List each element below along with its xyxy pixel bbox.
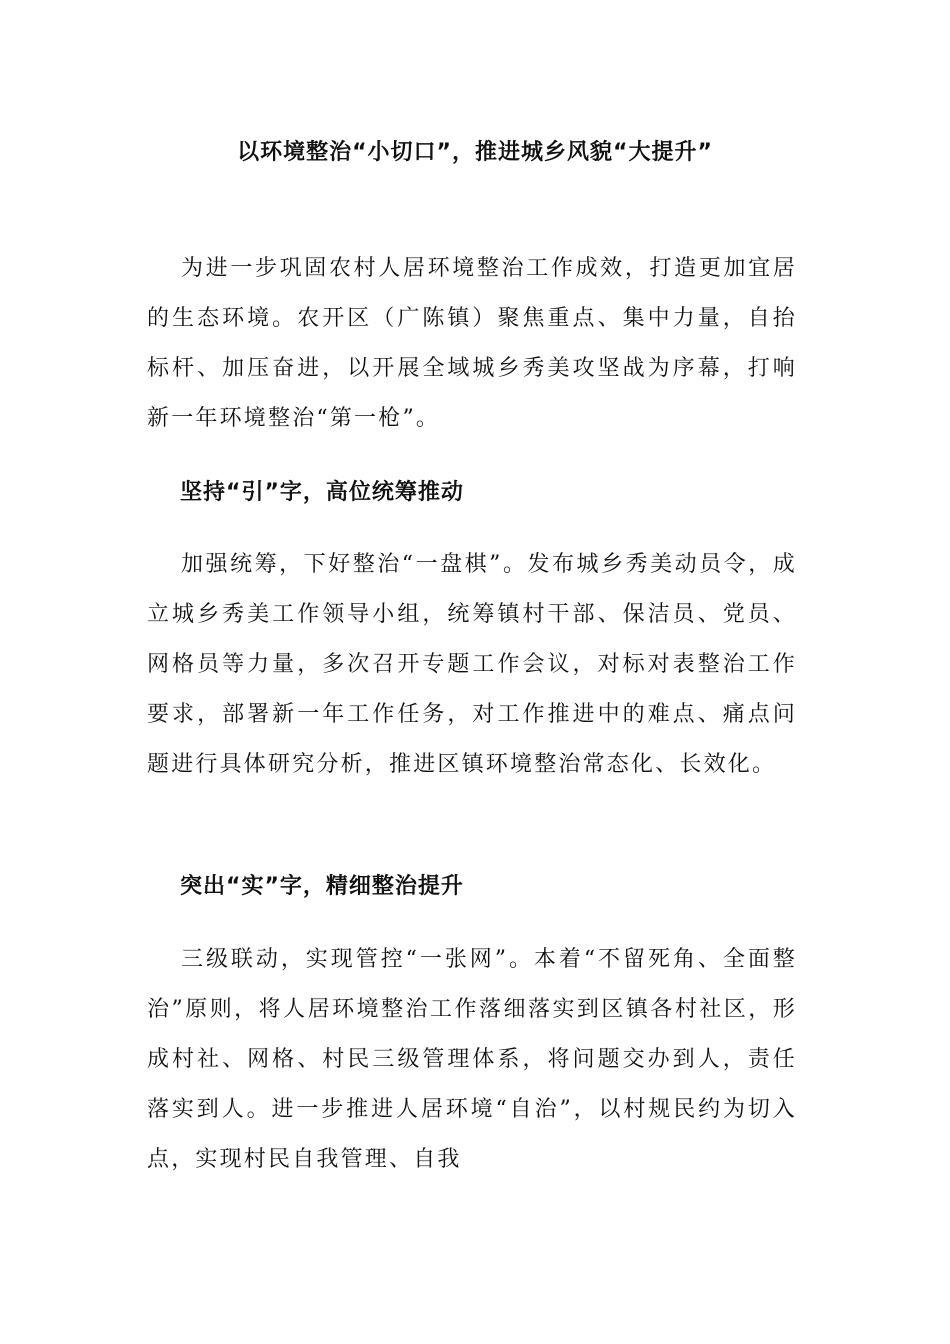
document-title: 以环境整治“小切口”，推进城乡风貌“大提升” bbox=[237, 140, 713, 165]
intro-paragraph: 为进一步巩固农村人居环境整治工作成效，打造更加宜居的生态环境。农开区（广陈镇）聚焦重点、集中力量，自抬标杆、加压奋进，以开展全域城乡秀美攻坚战为序幕，打响新一年环境整治“第一枪”。 bbox=[147, 256, 797, 431]
section-body-1: 加强统筹，下好整治“一盘棋”。发布城乡秀美动员令，成立城乡秀美工作领导小组，统筹镇村干部、保洁员、党员、网格员等力量，多次召开专题工作会议，对标对表整治工作要求，部署新一年工作任务，对工作推进中的难点、痛点问题进行具体研究分析，推进区镇环境整治常态化、长效化。 bbox=[147, 552, 797, 777]
section-heading-1: 坚持“引”字，高位统筹推动 bbox=[180, 480, 464, 505]
section-body-2: 三级联动，实现管控“一张网”。本着“不留死角、全面整治”原则，将人居环境整治工作落细落实到区镇各村社区，形成村社、网格、村民三级管理体系，将问题交办到人，责任落实到人。进一步推进人居环境“自治”，以村规民约为切入点，实现村民自我管理、自我 bbox=[147, 947, 797, 1172]
section-heading-2: 突出“实”字，精细整治提升 bbox=[180, 874, 464, 899]
